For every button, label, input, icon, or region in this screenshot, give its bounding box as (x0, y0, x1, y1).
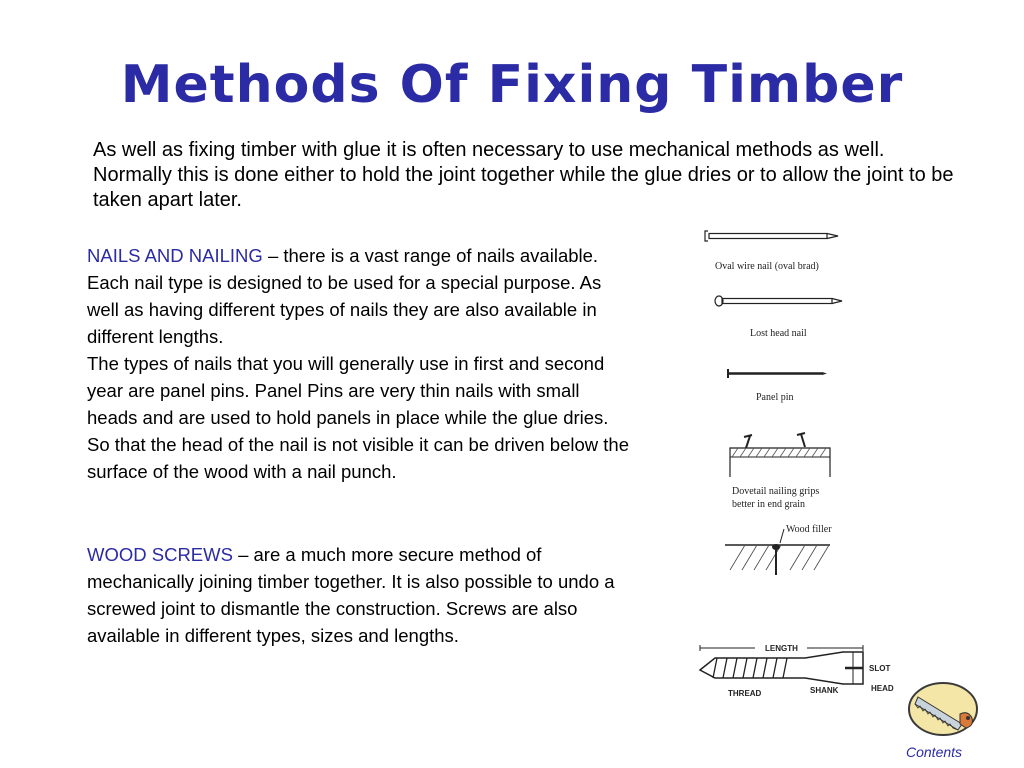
shank-label: SHANK (810, 686, 839, 695)
nails-text-1: – there is a vast range of nails available. Each nail type is designed to be used for a special purpose. As well as having different types of nails they are also available in different lengths. (87, 245, 602, 347)
length-label: LENGTH (765, 644, 798, 653)
wood-filler-label: Wood filler (786, 524, 832, 535)
wood-screw-illustration (700, 652, 863, 684)
thread-label: THREAD (728, 689, 762, 698)
screws-heading: WOOD SCREWS (87, 544, 233, 565)
nails-section (87, 242, 632, 485)
wood-screw-diagram (695, 636, 900, 706)
nails-heading: NAILS AND NAILING (87, 245, 263, 266)
saw-icon[interactable] (906, 680, 980, 738)
dovetail-label-line-2: better in end grain (732, 499, 806, 510)
oval-wire-nail-label: Oval wire nail (oval brad) (715, 261, 819, 272)
head-label: HEAD (871, 684, 894, 693)
nails-paragraph-2: The types of nails that you will generally use in first and second year are panel pins. Panel Pins are very thin nails with small heads and are used to hold panels in place while the glue dries. So that the head of the nail is not visible it can be driven below the surface of the wood with a nail punch. (87, 353, 629, 482)
oval-wire-nail-illustration (705, 231, 838, 241)
intro-paragraph: As well as fixing timber with glue it is often necessary to use mechanical methods as well. Normally this is done either to hold the joint together while the glue dries or to allow the joint to be taken apart later. (93, 139, 954, 211)
screws-section (87, 541, 632, 649)
dovetail-nailing-illustration (730, 433, 830, 477)
page-title: Methods Of Fixing Timber (120, 55, 904, 115)
contents-link[interactable]: Contents (906, 744, 963, 760)
lost-head-nail-illustration (715, 296, 842, 306)
screws-paragraph (87, 541, 632, 649)
panel-pin-illustration (728, 369, 827, 378)
screws-text: – are a much more secure method of mechanically joining timber together. It is also possible to undo a screwed joint to dismantle the construction. Screws are also available in different types, sizes and lengths. (87, 544, 615, 646)
lost-head-nail-label: Lost head nail (750, 328, 807, 339)
nails-paragraph-1 (87, 242, 632, 350)
nail-punch-filler-illustration (725, 529, 830, 575)
slot-label: SLOT (869, 664, 891, 673)
dovetail-label-line-1: Dovetail nailing grips (732, 486, 820, 497)
panel-pin-label: Panel pin (756, 392, 794, 403)
nail-types-diagram (700, 225, 880, 585)
